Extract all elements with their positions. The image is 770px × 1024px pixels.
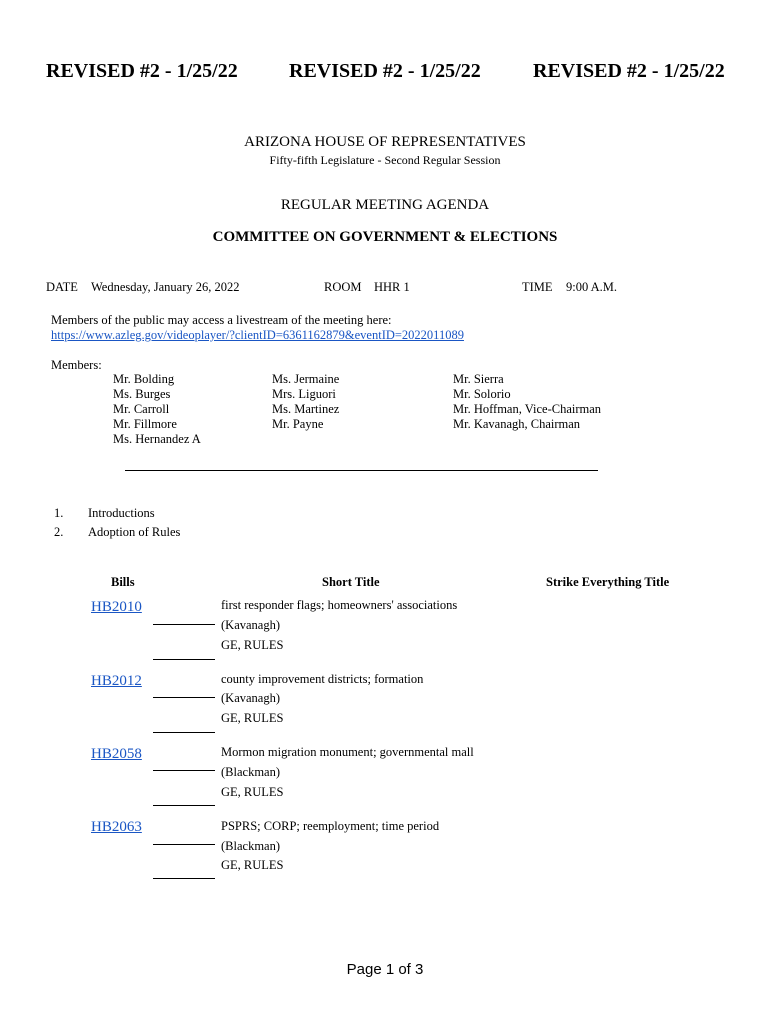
bill-sponsor: (Kavanagh) — [221, 618, 280, 632]
member-name: Mr. Bolding — [113, 372, 175, 386]
member-name: Mr. Solorio — [453, 387, 511, 401]
member-name: Mr. Fillmore — [113, 417, 177, 431]
signature-line — [153, 697, 215, 698]
bill-sponsor: (Blackman) — [221, 839, 281, 853]
members-label: Members: — [51, 358, 102, 372]
strike-everything-column-header: Strike Everything Title — [546, 575, 670, 589]
member-name: Mr. Kavanagh, Chairman — [453, 417, 581, 431]
date-label: DATE — [46, 280, 78, 294]
legislative-body-title: ARIZONA HOUSE OF REPRESENTATIVES — [244, 134, 526, 150]
signature-line — [153, 770, 215, 771]
bill-sponsor: (Kavanagh) — [221, 691, 280, 705]
livestream-text: Members of the public may access a livestream of the meeting here: — [51, 313, 392, 327]
bill-link-hb2063[interactable]: HB2063 — [91, 819, 142, 835]
agenda-item-number: 1. — [54, 506, 64, 520]
room-value: HHR 1 — [374, 280, 410, 294]
signature-line — [153, 844, 215, 845]
member-name: Ms. Hernandez A — [113, 432, 201, 446]
page-number: Page 1 of 3 — [346, 961, 424, 978]
short-title-column-header: Short Title — [322, 575, 380, 589]
bill-committees: GE, RULES — [221, 858, 284, 872]
member-name: Mr. Hoffman, Vice-Chairman — [453, 402, 602, 416]
member-name: Mr. Sierra — [453, 372, 504, 386]
bills-column-header: Bills — [111, 575, 135, 589]
member-name: Mr. Carroll — [113, 402, 170, 416]
section-divider — [125, 470, 598, 471]
member-name: Ms. Jermaine — [272, 372, 340, 386]
bill-short-title: county improvement districts; formation — [221, 672, 424, 686]
bill-link-hb2058[interactable]: HB2058 — [91, 746, 142, 762]
member-name: Mr. Payne — [272, 417, 324, 431]
bill-short-title: first responder flags; homeowners' associations — [221, 598, 458, 612]
signature-line — [153, 624, 215, 625]
member-name: Mrs. Liguori — [272, 387, 336, 401]
bill-committees: GE, RULES — [221, 638, 284, 652]
members-column-1 — [113, 372, 201, 447]
bill-short-title: PSPRS; CORP; reemployment; time period — [221, 819, 440, 833]
bill-link-hb2012[interactable]: HB2012 — [91, 673, 142, 689]
time-label: TIME — [522, 280, 553, 294]
revised-banner-center: REVISED #2 - 1/25/22 — [289, 60, 481, 82]
revised-banner-left: REVISED #2 - 1/25/22 — [46, 60, 238, 82]
members-column-3 — [453, 372, 601, 432]
date-value: Wednesday, January 26, 2022 — [91, 280, 240, 294]
signature-line — [153, 732, 215, 733]
bill-sponsor: (Blackman) — [221, 765, 281, 779]
room-label: ROOM — [324, 280, 362, 294]
agenda-item-number: 2. — [54, 525, 64, 539]
session-subtitle: Fifty-fifth Legislature - Second Regular Session — [269, 153, 501, 167]
member-name: Ms. Burges — [113, 387, 171, 401]
bill-committees: GE, RULES — [221, 711, 284, 725]
committee-title: COMMITTEE ON GOVERNMENT & ELECTIONS — [212, 229, 558, 245]
signature-line — [153, 878, 215, 879]
member-name: Ms. Martinez — [272, 402, 340, 416]
bill-link-hb2010[interactable]: HB2010 — [91, 599, 142, 615]
agenda-type: REGULAR MEETING AGENDA — [280, 197, 490, 213]
members-column-2 — [272, 372, 339, 432]
signature-line — [153, 659, 215, 660]
bill-committees: GE, RULES — [221, 785, 284, 799]
livestream-link[interactable]: https://www.azleg.gov/videoplayer/?clientID=6361162879&eventID=2022011089 — [51, 328, 464, 342]
agenda-item-text: Adoption of Rules — [88, 525, 181, 539]
time-value: 9:00 A.M. — [566, 280, 618, 294]
agenda-item-text: Introductions — [88, 506, 155, 520]
revised-banner-right: REVISED #2 - 1/25/22 — [533, 60, 725, 82]
bill-short-title: Mormon migration monument; governmental mall — [221, 745, 474, 759]
signature-line — [153, 805, 215, 806]
